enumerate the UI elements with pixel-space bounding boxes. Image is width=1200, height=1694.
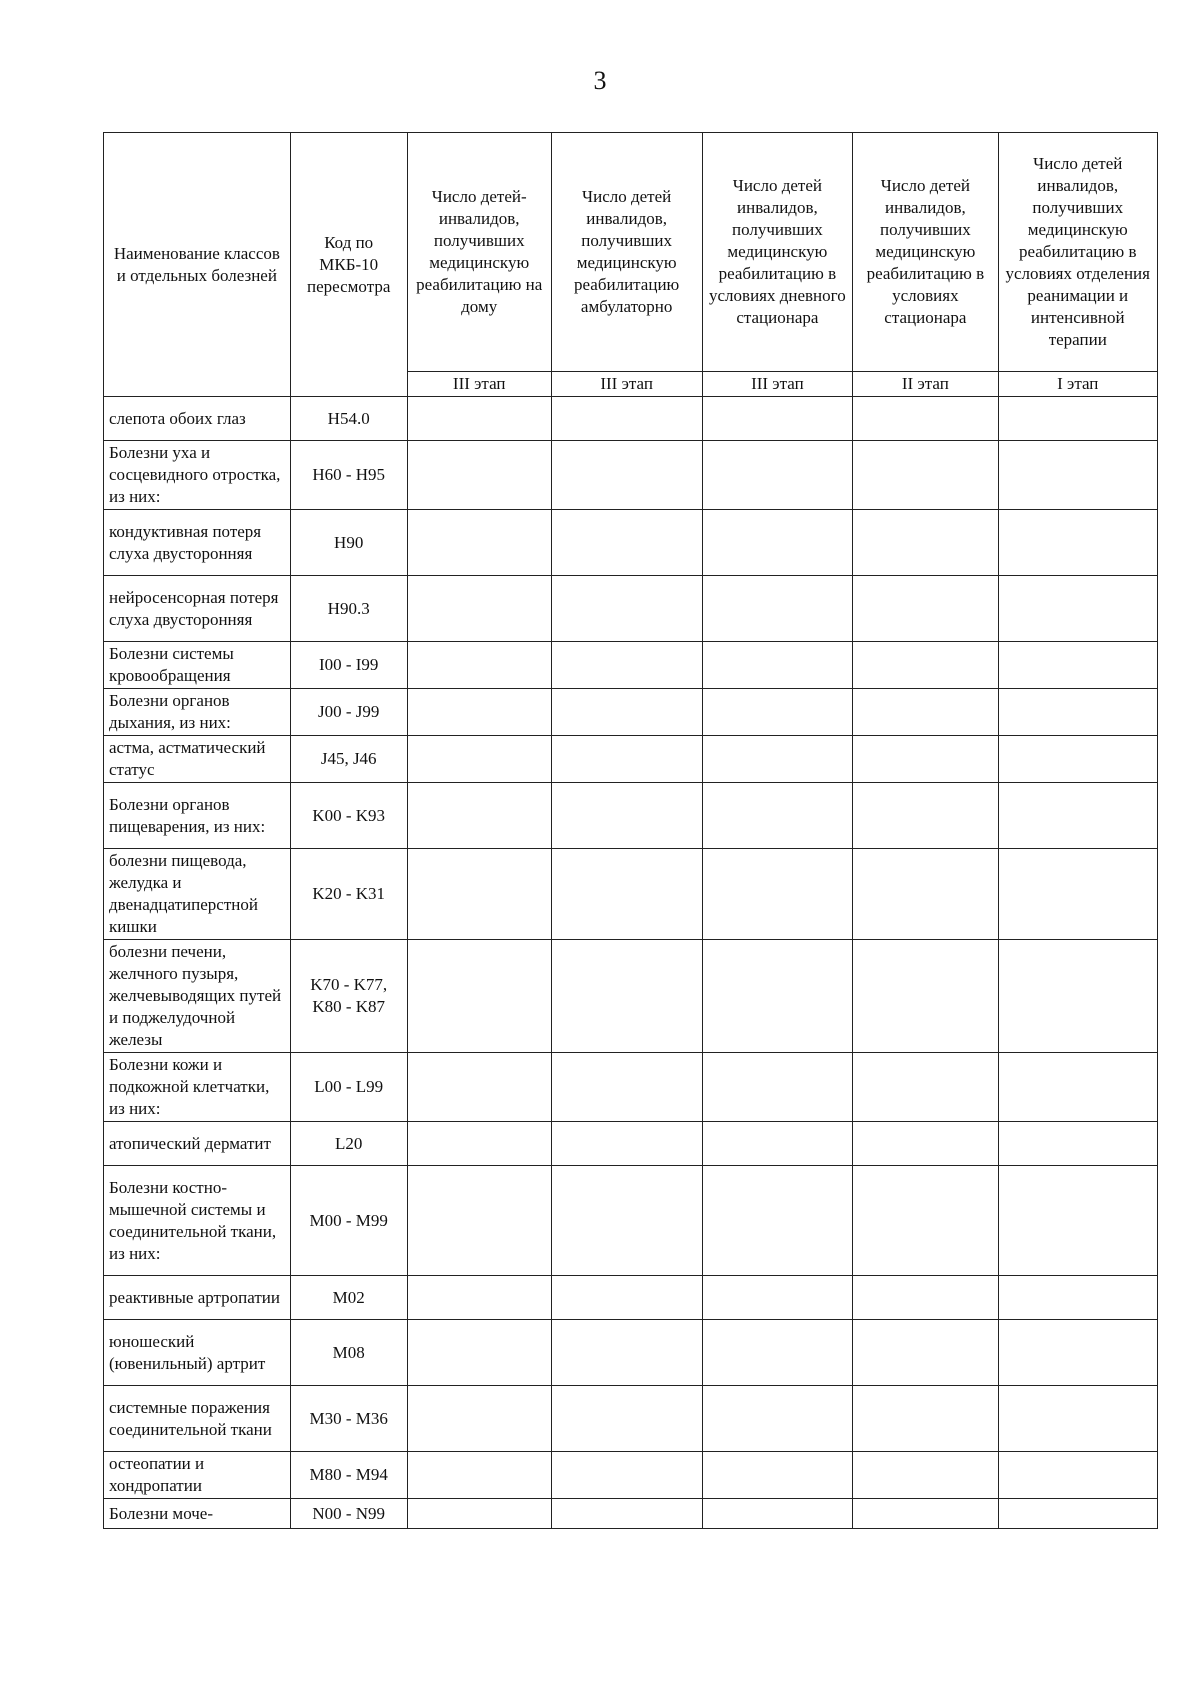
disease-name-cell: реактивные артропатии (104, 1276, 291, 1320)
count-cell (702, 689, 853, 736)
icd-code-cell: L00 - L99 (290, 1053, 407, 1122)
count-cell (853, 397, 998, 441)
count-cell (853, 940, 998, 1053)
table-row (104, 510, 1158, 576)
disease-name-cell: слепота обоих глаз (104, 397, 291, 441)
count-cell (702, 736, 853, 783)
count-cell (407, 1053, 551, 1122)
disease-name-cell: болезни печени, желчного пузыря, желчевыводящих путей и поджелудочной железы (104, 940, 291, 1053)
table-row (104, 642, 1158, 689)
count-cell (407, 397, 551, 441)
disease-name-cell: Болезни органов пищеварения, из них: (104, 783, 291, 849)
stage-label: III этап (407, 372, 551, 397)
count-cell (702, 441, 853, 510)
disease-name-cell: Болезни костно-мышечной системы и соединительной ткани, из них: (104, 1166, 291, 1276)
count-cell (551, 1452, 702, 1499)
icd-code-cell: M00 - M99 (290, 1166, 407, 1276)
table-row (104, 1053, 1158, 1122)
count-cell (998, 441, 1158, 510)
disease-name-cell: системные поражения соединительной ткани (104, 1386, 291, 1452)
count-cell (702, 783, 853, 849)
table-row (104, 576, 1158, 642)
count-cell (702, 1320, 853, 1386)
count-cell (702, 1276, 853, 1320)
count-cell (551, 1499, 702, 1529)
table-row (104, 1276, 1158, 1320)
disease-name-cell: болезни пищевода, желудка и двенадцатиперстной кишки (104, 849, 291, 940)
count-cell (853, 1053, 998, 1122)
icd-code-cell: N00 - N99 (290, 1499, 407, 1529)
count-cell (853, 576, 998, 642)
count-cell (551, 1386, 702, 1452)
icd-code-cell: I00 - I99 (290, 642, 407, 689)
count-cell (702, 849, 853, 940)
count-cell (407, 1320, 551, 1386)
count-cell (551, 940, 702, 1053)
count-cell (998, 1499, 1158, 1529)
count-cell (998, 576, 1158, 642)
count-cell (551, 1166, 702, 1276)
icd-code-cell: M30 - M36 (290, 1386, 407, 1452)
count-cell (551, 1122, 702, 1166)
count-cell (407, 441, 551, 510)
header-code: Код по МКБ-10 пересмотра (290, 133, 407, 397)
count-cell (998, 1053, 1158, 1122)
count-cell (702, 1166, 853, 1276)
count-cell (551, 1276, 702, 1320)
count-cell (853, 736, 998, 783)
count-cell (407, 1452, 551, 1499)
count-cell (407, 1122, 551, 1166)
count-cell (998, 1320, 1158, 1386)
count-cell (407, 1276, 551, 1320)
table-row (104, 1320, 1158, 1386)
count-cell (998, 1122, 1158, 1166)
count-cell (998, 849, 1158, 940)
icd-code-cell: K70 - K77, K80 - K87 (290, 940, 407, 1053)
count-cell (702, 1122, 853, 1166)
disease-name-cell: кондуктивная потеря слуха двусторонняя (104, 510, 291, 576)
count-cell (702, 940, 853, 1053)
count-cell (702, 1386, 853, 1452)
count-cell (998, 1166, 1158, 1276)
icd-code-cell: H60 - H95 (290, 441, 407, 510)
icd-code-cell: M02 (290, 1276, 407, 1320)
icd-code-cell: M80 - M94 (290, 1452, 407, 1499)
count-cell (998, 397, 1158, 441)
table-row (104, 1499, 1158, 1529)
disease-name-cell: Болезни органов дыхания, из них: (104, 689, 291, 736)
disease-name-cell: атопический дерматит (104, 1122, 291, 1166)
header-hospital: Число детей инвалидов, получивших медицинскую реабилитацию в условиях стационара (853, 133, 998, 372)
count-cell (998, 940, 1158, 1053)
disease-name-cell: нейросенсорная потеря слуха двусторонняя (104, 576, 291, 642)
table-row (104, 1122, 1158, 1166)
count-cell (407, 783, 551, 849)
count-cell (853, 1452, 998, 1499)
count-cell (407, 576, 551, 642)
disease-name-cell: остеопатии и хондропатии (104, 1452, 291, 1499)
count-cell (853, 1122, 998, 1166)
rehabilitation-table (103, 132, 1158, 1529)
icd-code-cell: J00 - J99 (290, 689, 407, 736)
stage-label: II этап (853, 372, 998, 397)
count-cell (407, 689, 551, 736)
table-body (104, 397, 1158, 1529)
count-cell (702, 576, 853, 642)
count-cell (407, 940, 551, 1053)
count-cell (998, 736, 1158, 783)
icd-code-cell: H90.3 (290, 576, 407, 642)
count-cell (853, 1499, 998, 1529)
header-name: Наименование классов и отдельных болезней (104, 133, 291, 397)
table-row (104, 1452, 1158, 1499)
table-row (104, 1386, 1158, 1452)
icd-code-cell: M08 (290, 1320, 407, 1386)
count-cell (551, 576, 702, 642)
page-number: 3 (593, 66, 607, 95)
count-cell (551, 510, 702, 576)
disease-name-cell: Болезни моче- (104, 1499, 291, 1529)
count-cell (551, 441, 702, 510)
disease-name-cell: Болезни кожи и подкожной клетчатки, из них: (104, 1053, 291, 1122)
count-cell (853, 642, 998, 689)
icd-code-cell: J45, J46 (290, 736, 407, 783)
count-cell (551, 1053, 702, 1122)
count-cell (551, 1320, 702, 1386)
header-row (104, 133, 1158, 372)
count-cell (853, 783, 998, 849)
count-cell (998, 1452, 1158, 1499)
stage-label: III этап (551, 372, 702, 397)
count-cell (407, 736, 551, 783)
table-row (104, 940, 1158, 1053)
icd-code-cell: H90 (290, 510, 407, 576)
count-cell (998, 783, 1158, 849)
count-cell (702, 510, 853, 576)
count-cell (551, 642, 702, 689)
table-row (104, 849, 1158, 940)
count-cell (551, 849, 702, 940)
count-cell (407, 510, 551, 576)
count-cell (998, 510, 1158, 576)
count-cell (407, 1166, 551, 1276)
disease-name-cell: Болезни системы кровообращения (104, 642, 291, 689)
table-row (104, 1166, 1158, 1276)
header-day-hospital: Число детей инвалидов, получивших медицинскую реабилитацию в условиях дневного стационара (702, 133, 853, 372)
count-cell (551, 397, 702, 441)
count-cell (853, 1166, 998, 1276)
count-cell (407, 1386, 551, 1452)
icd-code-cell: K20 - K31 (290, 849, 407, 940)
icd-code-cell: L20 (290, 1122, 407, 1166)
count-cell (551, 783, 702, 849)
disease-name-cell: Болезни уха и сосцевидного отростка, из них: (104, 441, 291, 510)
icd-code-cell: K00 - K93 (290, 783, 407, 849)
table-row (104, 736, 1158, 783)
count-cell (998, 1386, 1158, 1452)
header-home: Число детей-инвалидов, получивших медицинскую реабилитацию на дому (407, 133, 551, 372)
disease-name-cell: юношеский (ювенильный) артрит (104, 1320, 291, 1386)
table-row (104, 689, 1158, 736)
header-icu: Число детей инвалидов, получивших медицинскую реабилитацию в условиях отделения реанимации и интенсивной терапии (998, 133, 1158, 372)
table-row (104, 441, 1158, 510)
table-row (104, 397, 1158, 441)
count-cell (702, 1499, 853, 1529)
stage-label: I этап (998, 372, 1158, 397)
count-cell (853, 441, 998, 510)
count-cell (702, 642, 853, 689)
stage-label: III этап (702, 372, 853, 397)
count-cell (853, 1276, 998, 1320)
disease-name-cell: астма, астматический статус (104, 736, 291, 783)
count-cell (853, 849, 998, 940)
count-cell (551, 689, 702, 736)
count-cell (998, 1276, 1158, 1320)
count-cell (853, 1320, 998, 1386)
count-cell (702, 1053, 853, 1122)
count-cell (702, 397, 853, 441)
icd-code-cell: H54.0 (290, 397, 407, 441)
count-cell (407, 849, 551, 940)
count-cell (702, 1452, 853, 1499)
count-cell (853, 510, 998, 576)
count-cell (407, 1499, 551, 1529)
count-cell (853, 689, 998, 736)
count-cell (407, 642, 551, 689)
table-row (104, 783, 1158, 849)
count-cell (853, 1386, 998, 1452)
count-cell (998, 642, 1158, 689)
count-cell (551, 736, 702, 783)
header-outpatient: Число детей инвалидов, получивших медицинскую реабилитацию амбулаторно (551, 133, 702, 372)
count-cell (998, 689, 1158, 736)
